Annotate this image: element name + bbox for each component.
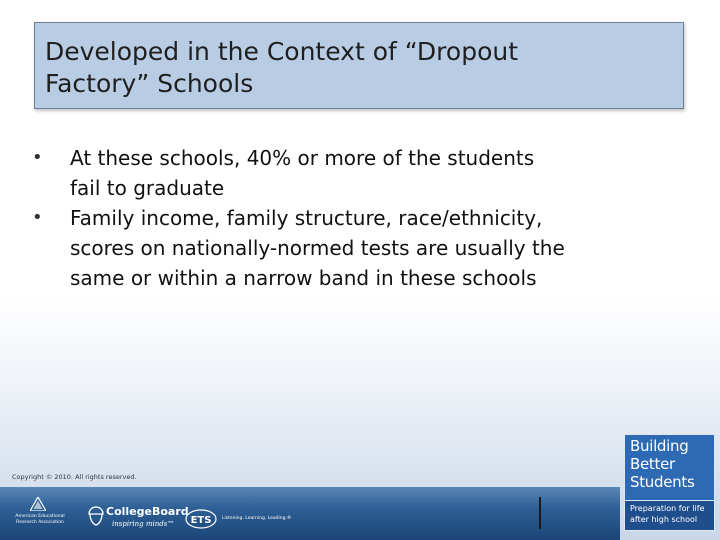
bullet-marker: • [32, 147, 43, 168]
collegeboard-name: CollegeBoard [106, 505, 189, 518]
ets-logo [185, 509, 217, 529]
badge-subtitle-box [624, 501, 715, 531]
bullet-2-line-1: Family income, family structure, race/ethnicity, [70, 206, 543, 230]
copyright-notice: Copyright © 2010. All rights reserved. [12, 473, 137, 481]
collegeboard-tagline: inspiring minds™ [112, 520, 175, 528]
badge-subtitle-line-2: after high school [630, 515, 698, 524]
collegeboard-logo [88, 503, 189, 533]
badge-line-2: Better [630, 455, 675, 473]
bullet-list [30, 143, 710, 293]
footer-divider [539, 497, 541, 529]
acorn-icon [88, 505, 104, 527]
aera-triangle-icon [30, 497, 46, 511]
slide-title-box [34, 22, 684, 109]
aera-logo [8, 497, 72, 537]
ets-tagline: Listening. Learning. Leading.® [222, 516, 292, 521]
slide-title-line-2: Factory” Schools [45, 69, 254, 98]
bullet-1-line-1: At these schools, 40% or more of the students [70, 146, 535, 170]
slide-title-line-1: Developed in the Context of “Dropout [45, 37, 519, 66]
bullet-item-2 [30, 203, 710, 293]
badge-subtitle-line-1: Preparation for life [630, 504, 705, 513]
aera-name: American Educational Research Association [15, 514, 65, 525]
bullet-2-line-3: same or within a narrow band in these schools [70, 266, 537, 290]
badge-line-1: Building [630, 437, 689, 455]
ets-mark-icon [185, 509, 217, 529]
building-better-students-badge [624, 434, 715, 501]
bullet-2-line-2: scores on nationally-normed tests are usually the [70, 236, 565, 260]
ets-name: ETS [190, 515, 212, 526]
bullet-item-1 [30, 143, 710, 203]
bullet-marker: • [32, 207, 43, 228]
bullet-1-line-2: fail to graduate [70, 176, 225, 200]
badge-line-3: Students [630, 473, 695, 491]
